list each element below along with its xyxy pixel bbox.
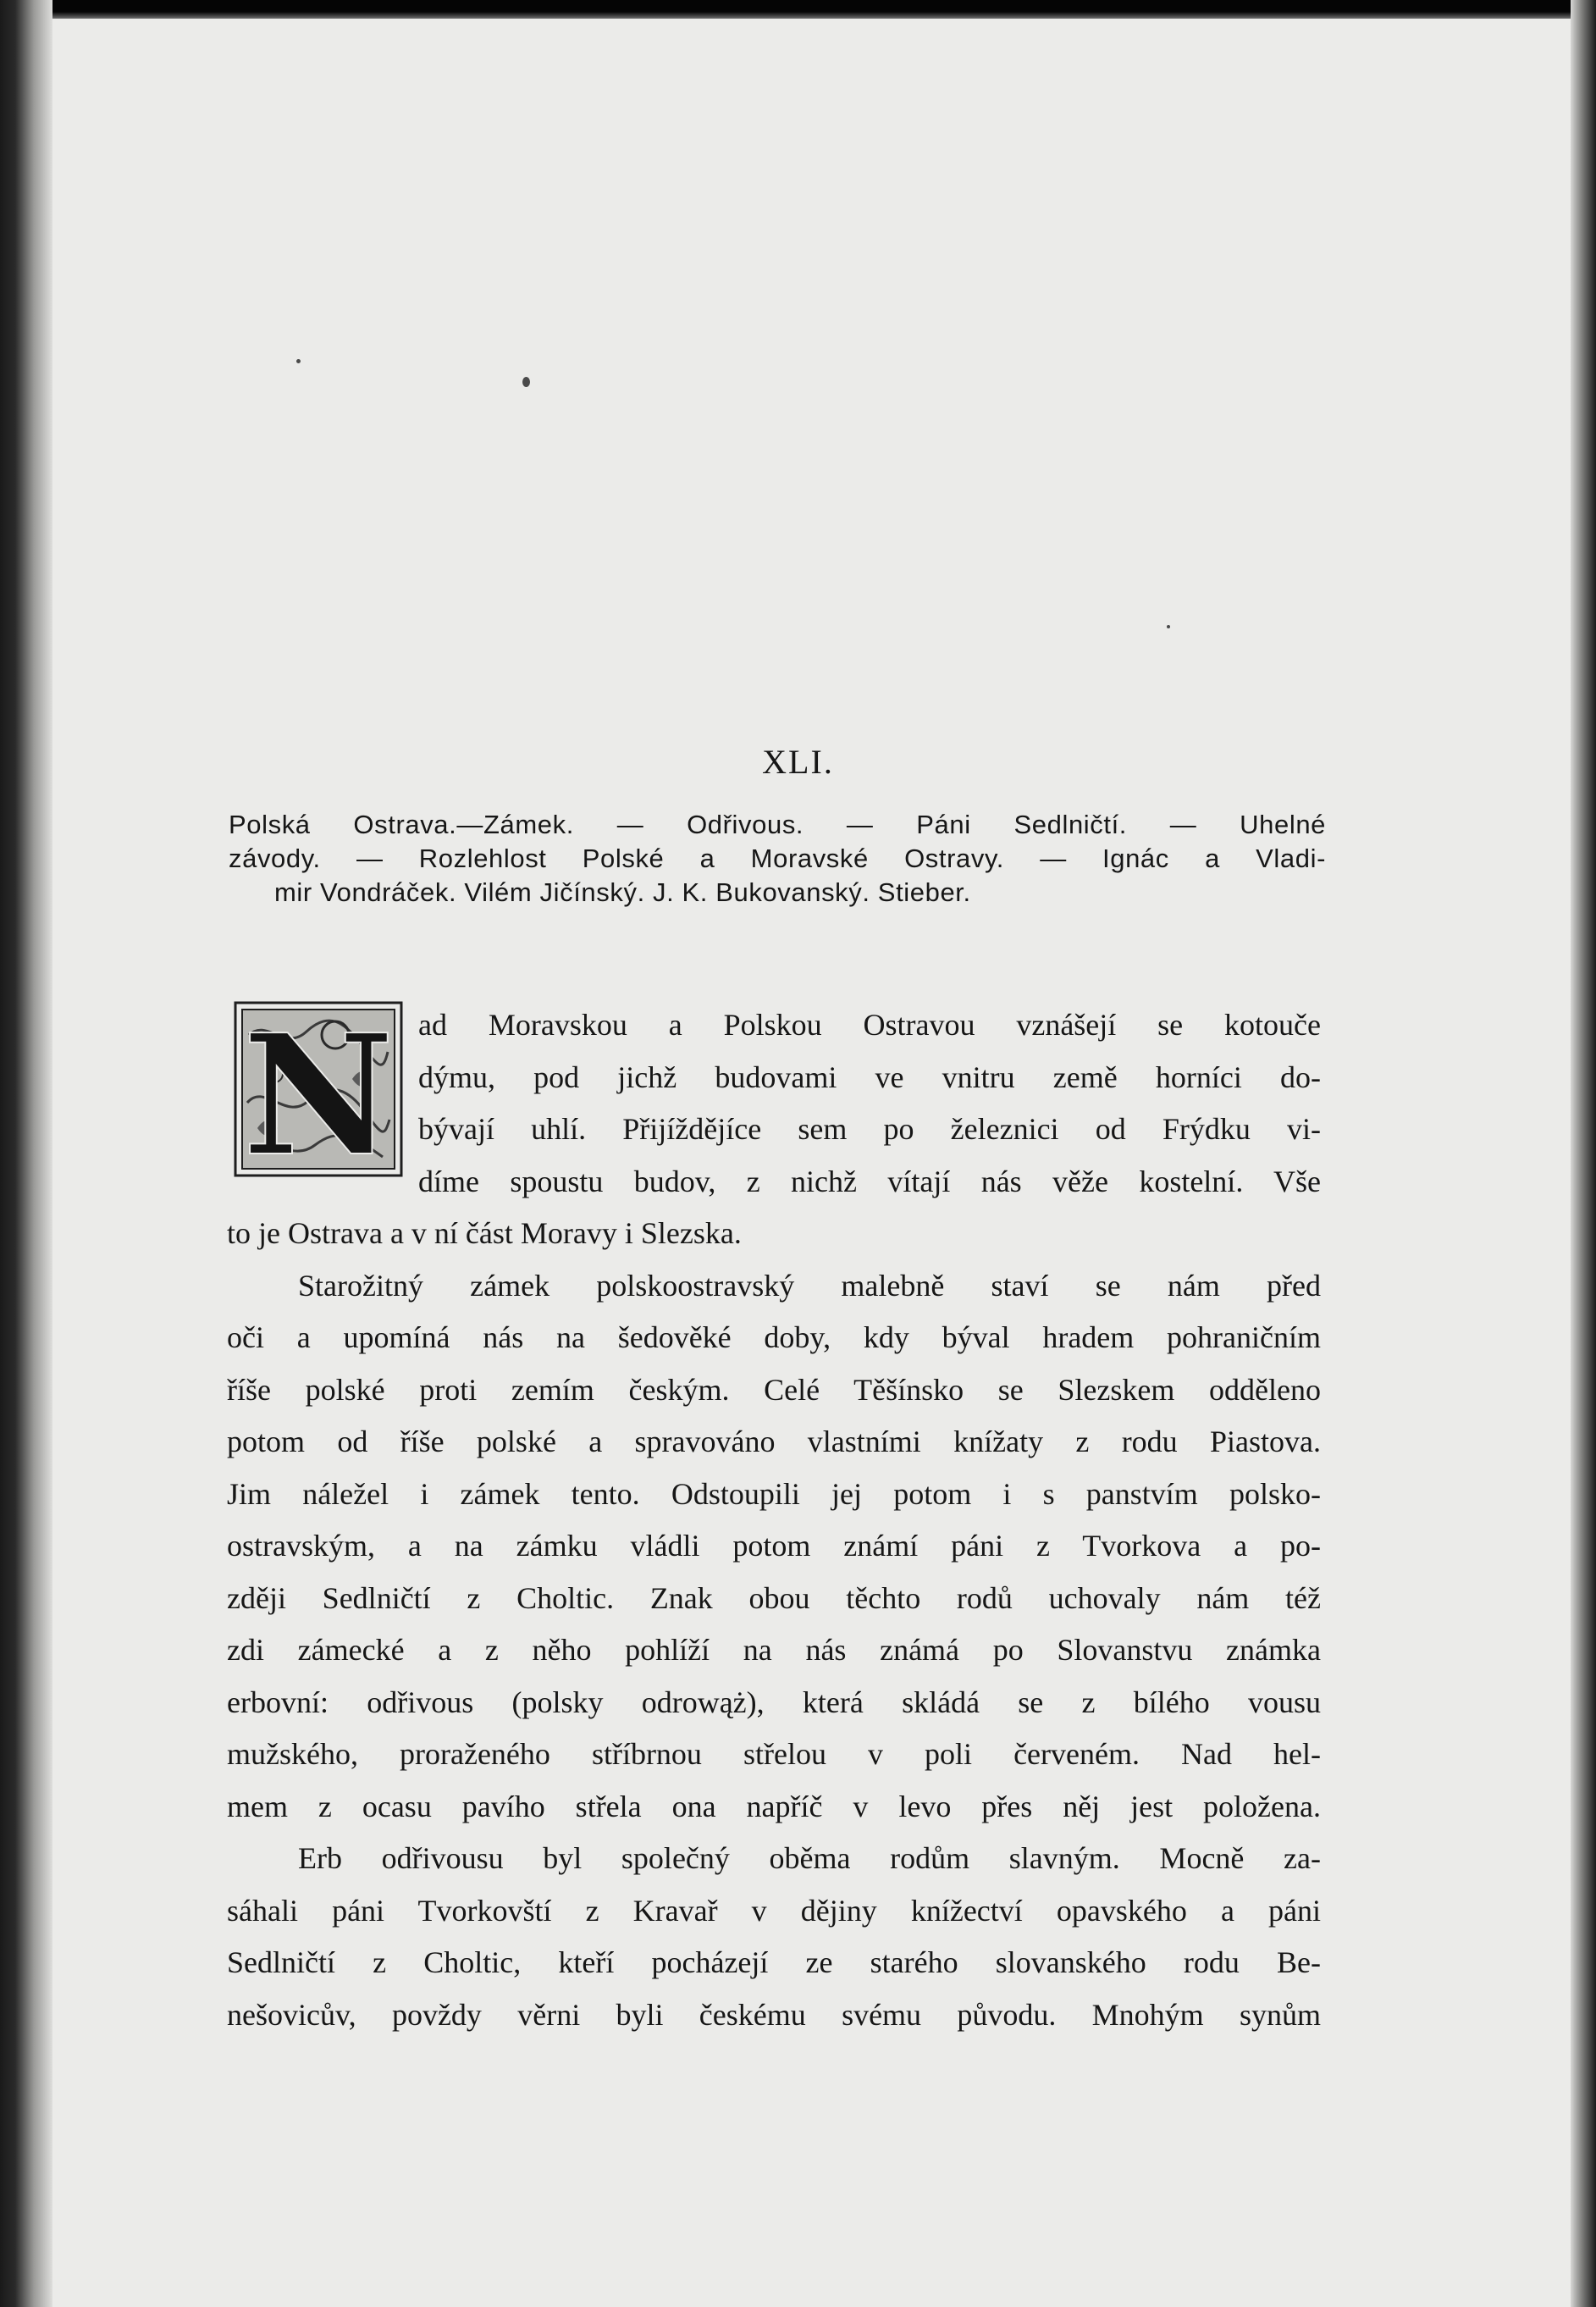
- text-line: mužského, proraženého stříbrnou střelou v poli červeném. Nad hel-: [227, 1737, 1321, 1771]
- chapter-number: XLI.: [762, 743, 834, 781]
- text-line: Sedlničtí z Choltic, kteří pocházejí ze starého slovanského rodu Be-: [227, 1945, 1321, 1979]
- text-line: Starožitný zámek polskoostravský malebně staví se nám před: [298, 1268, 1321, 1303]
- chapter-body: [227, 999, 1321, 2041]
- text-line: dýmu, pod jichž budovami ve vnitru země horníci do-: [418, 1059, 1321, 1094]
- text-line: erbovní: odřivous (polsky odrowąż), která skládá se z bílého vousu: [227, 1685, 1321, 1719]
- text-line: zději Sedlničtí z Choltic. Znak obou těchto rodů uchovaly nám též: [227, 1580, 1321, 1615]
- summary-line: Polská Ostrava.—Zámek. — Odřivous. — Páni Sedlničtí. — Uhelné: [229, 810, 1326, 839]
- summary-line: mir Vondráček. Vilém Jičínský. J. K. Bukovanský. Stieber.: [274, 877, 971, 907]
- text-line: Erb odřivousu byl společný oběma rodům slavným. Mocně za-: [298, 1841, 1321, 1875]
- text-line: nešovicův, povždy věrni byli českému svému původu. Mnohým synům: [227, 1997, 1321, 2032]
- text-line: říše polské proti zemím českým. Celé Těšínsko se Slezskem odděleno: [227, 1372, 1321, 1407]
- text-line: oči a upomíná nás na šedověké doby, kdy býval hradem pohraničním: [227, 1320, 1321, 1354]
- text-line: mem z ocasu pavího střela ona napříč v levo přes něj jest položena.: [227, 1789, 1321, 1823]
- text-line: Jim náležel i zámek tento. Odstoupili jej potom i s panstvím polsko-: [227, 1476, 1321, 1511]
- text-line: sáhali páni Tvorkovští z Kravař v dějiny knížectví opavského a páni: [227, 1893, 1321, 1928]
- text-line: díme spoustu budov, z nichž vítají nás věže kostelní. Vše: [418, 1164, 1321, 1198]
- summary-line: závody. — Rozlehlost Polské a Moravské Ostravy. — Ignác a Vladi-: [229, 844, 1326, 873]
- text-line: ostravským, a na zámku vládli potom známí páni z Tvorkova a po-: [227, 1529, 1321, 1563]
- text-line: ad Moravskou a Polskou Ostravou vznášejí se kotouče: [418, 1008, 1321, 1042]
- text-line: to je Ostrava a v ní část Moravy i Slezska.: [227, 1216, 742, 1250]
- text-line: bývají uhlí. Přijíždějíce sem po železnici od Frýdku vi-: [418, 1112, 1321, 1146]
- chapter-summary: [229, 808, 1326, 910]
- drop-cap-letter: N: [242, 1001, 395, 1177]
- text-line: zdi zámecké a z něho pohlíží na nás známá po Slovanstvu známka: [227, 1633, 1321, 1667]
- text-line: potom od říše polské a spravováno vlastními knížaty z rodu Piastova.: [227, 1425, 1321, 1458]
